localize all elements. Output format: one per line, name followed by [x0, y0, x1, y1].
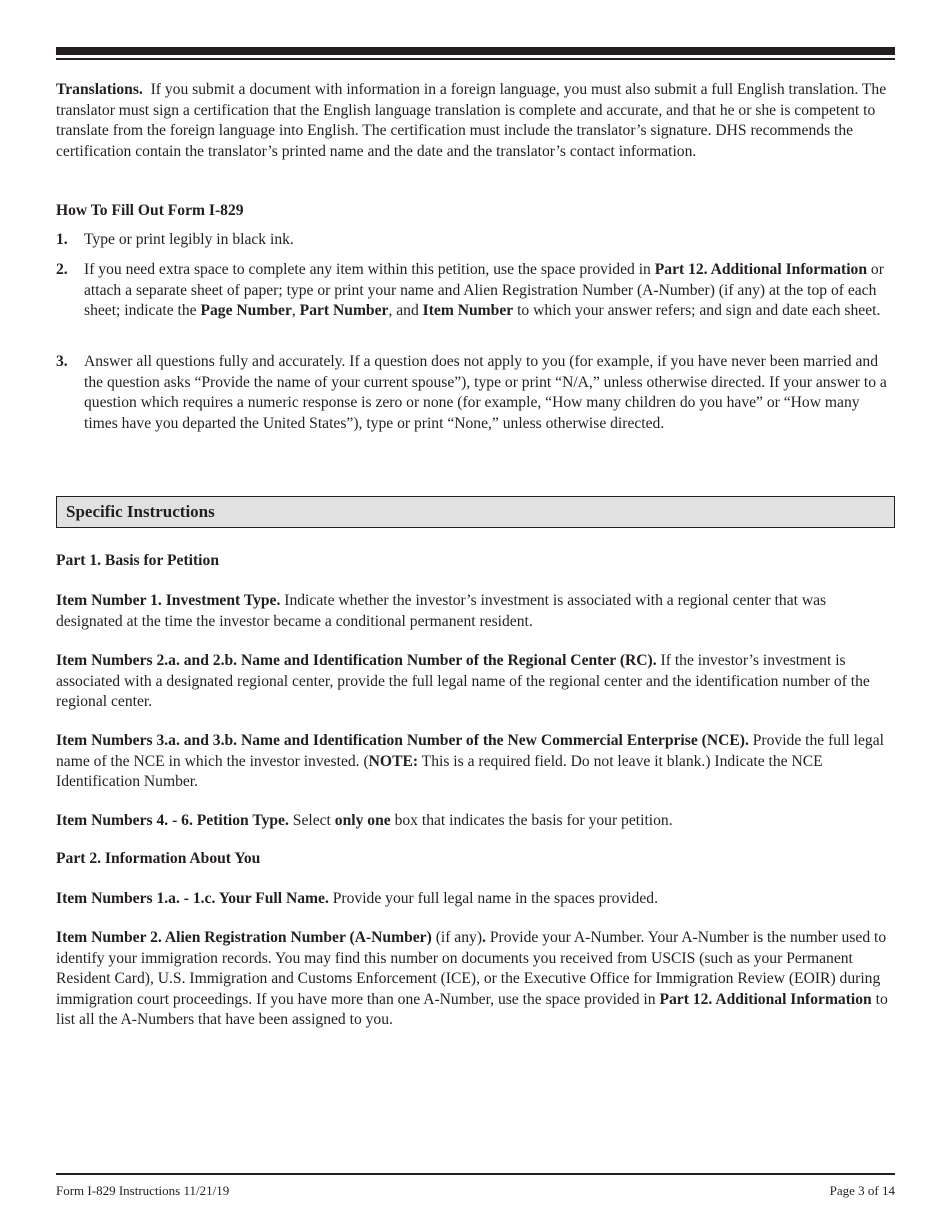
item-a-number: Item Number 2. Alien Registration Number (A-Number) (if any). Provide your A-Number. Your A-Number is the number used to identify your immigration records. You may find this number on documents you received from USCIS (such as your Permanent Resident Card), U.S. Immigration and Customs Enforcement (ICE), or the Executive Office for Immigration Review (EOIR) during immigration court proceedings. If you have more than one A-Number, use the space provided in Part 12. Additional Information to list all the A-Numbers that have been assigned to you.	[56, 929, 888, 1028]
list-item-text: Type or print legibly in black ink.	[84, 231, 294, 248]
translations-title: Translations.	[56, 81, 143, 98]
item-full-name: Item Numbers 1.a. - 1.c. Your Full Name. Provide your full legal name in the spaces provided.	[56, 890, 658, 907]
list-number: 1.	[56, 231, 68, 248]
item-regional-center: Item Numbers 2.a. and 2.b. Name and Identification Number of the Regional Center (RC). If the investor’s investment is associated with a designated regional center, provide the full legal name of the regional center and the identification number of the regional center.	[56, 652, 870, 710]
item-nce: Item Numbers 3.a. and 3.b. Name and Identification Number of the New Commercial Enterprise (NCE). Provide the full legal name of the NCE in which the investor invested. (NOTE: This is a required field. Do not leave it blank.) Indicate the NCE Identification Number.	[56, 732, 884, 790]
translations-text: If you submit a document with information in a foreign language, you must also submit a full English translation. The translator must sign a certification that the English language translation is complete and accurate, and that he or she is competent to translate from the foreign language into English. The certification must include the translator’s signature. DHS recommends the certification contain the translator’s printed name and the date and the translator’s contact information.	[56, 81, 887, 160]
translations-paragraph	[56, 80, 895, 162]
footer-page-number: Page 3 of 14	[829, 1183, 895, 1198]
list-item-3	[56, 352, 895, 434]
part1-heading: Part 1. Basis for Petition	[56, 552, 219, 569]
list-item-2	[56, 260, 895, 322]
list-item-1	[56, 230, 895, 251]
footer-rule	[56, 1173, 895, 1175]
list-item-text: Answer all questions fully and accurately. If a question does not apply to you (for example, if you have never been married and the question asks “Provide the name of your current spouse”), type or print “N/A,” unless otherwise directed. If your answer to a question which requires a numeric response is zero or none (for example, “How many children do you have” or “How many times have you departed the United States”), type or print “None,” unless otherwise directed.	[84, 353, 887, 432]
list-item-text: If you need extra space to complete any item within this petition, use the space provided in Part 12. Additional Information or attach a separate sheet of paper; type or print your name and Alien Registration Number (A-Number) (if any) at the top of each sheet; indicate the Page Number, Part Number, and Item Number to which your answer refers; and sign and date each sheet.	[84, 261, 884, 319]
footer-form-id: Form I-829 Instructions 11/21/19	[56, 1183, 230, 1198]
list-number: 3.	[56, 353, 68, 370]
part2-heading: Part 2. Information About You	[56, 850, 261, 867]
list-number: 2.	[56, 261, 68, 278]
header-thin-rule	[56, 58, 895, 60]
how-to-heading: How To Fill Out Form I-829	[56, 202, 244, 219]
header-thick-rule	[56, 47, 895, 55]
section-title: Specific Instructions	[66, 502, 215, 521]
item-investment-type: Item Number 1. Investment Type. Indicate whether the investor’s investment is associated with a regional center that was designated at the time the investor became a conditional permanent resident.	[56, 592, 827, 630]
item-petition-type: Item Numbers 4. - 6. Petition Type. Select only one box that indicates the basis for your petition.	[56, 812, 673, 829]
section-header-specific-instructions	[56, 496, 895, 528]
